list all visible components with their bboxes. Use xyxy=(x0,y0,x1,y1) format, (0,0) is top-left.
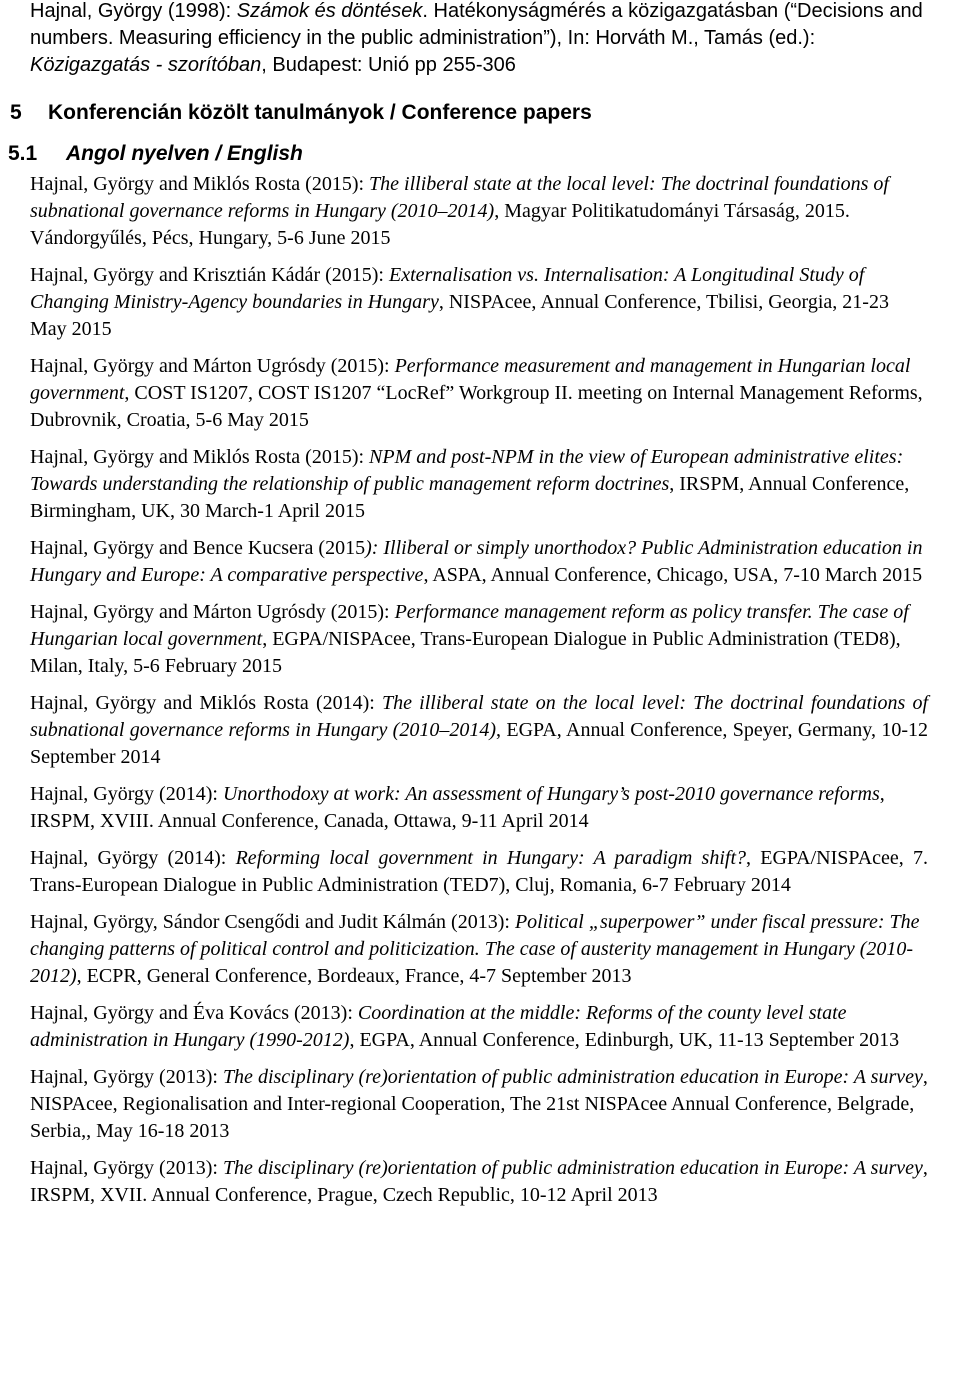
reference-item-hajnal-1998 xyxy=(30,0,928,79)
ref-venue: , ECPR, General Conference, Bordeaux, France, 4-7 September 2013 xyxy=(76,965,632,987)
ref-authors: Hajnal, György and Miklós Rosta (2015): xyxy=(30,173,370,195)
section-title: Konferencián közölt tanulmányok / Conference papers xyxy=(48,101,592,124)
ref-title: The disciplinary (re)orientation of public administration education in Europe: A survey xyxy=(222,1066,923,1088)
ref-italic-title: Közigazgatás - szorítóban xyxy=(30,54,262,76)
ref-title: Unorthodoxy at work: An assessment of Hungary’s post-2010 governance reforms xyxy=(222,783,880,805)
reference-item xyxy=(30,1064,928,1145)
ref-plain-text: , Budapest: Unió pp 255-306 xyxy=(261,54,516,76)
reference-item xyxy=(30,262,928,343)
ref-authors: Hajnal, György (2013): xyxy=(30,1157,223,1179)
ref-venue: , EGPA, Annual Conference, Speyer, Germany, 10-12 September 2014 xyxy=(30,719,928,768)
ref-authors: Hajnal, György (2013): xyxy=(30,1066,223,1088)
ref-authors: Hajnal, György and Miklós Rosta (2014): xyxy=(30,692,383,714)
reference-item xyxy=(30,599,928,680)
ref-authors: Hajnal, György and Krisztián Kádár (2015): xyxy=(30,264,389,286)
ref-title: ): Illiberal or simply unorthodox? Public Administration education in Hungary and Europe: A comparative perspective xyxy=(30,537,923,586)
subsection-heading-5-1 xyxy=(8,140,928,167)
reference-item xyxy=(30,353,928,434)
ref-venue: , NISPAcee, Regionalisation and Inter-regional Cooperation, The 21st NISPAcee Annual Conference, Belgrade, Serbia,, May 16-18 2013 xyxy=(30,1066,928,1142)
ref-plain-text: Hajnal, György (1998): xyxy=(30,0,237,22)
ref-italic-title: Számok és döntések xyxy=(236,0,423,22)
ref-title: Performance management reform as policy transfer. The case of Hungarian local government xyxy=(30,601,909,650)
reference-item xyxy=(30,781,928,835)
reference-item xyxy=(30,1000,928,1054)
subsection-title: Angol nyelven / English xyxy=(66,142,303,165)
ref-venue: , NISPAcee, Annual Conference, Tbilisi, Georgia, 21-23 May 2015 xyxy=(30,291,889,340)
ref-venue: , COST IS1207, COST IS1207 “LocRef” Workgroup II. meeting on Internal Management Reforms, Dubrovnik, Croatia, 5-6 May 2015 xyxy=(30,382,923,431)
ref-authors: Hajnal, György (2014): xyxy=(30,847,236,869)
ref-plain-text: . Hatékonyságmérés a közigazgatásban (“Decisions and numbers. Measuring efficiency in the public administration”), In: Horváth M., Tamás (ed.): xyxy=(30,0,923,49)
section-heading-5 xyxy=(10,99,928,126)
ref-authors: Hajnal, György (2014): xyxy=(30,783,223,805)
ref-title: NPM and post-NPM in the view of European administrative elites: Towards understanding the relationship of public management reform doctrines xyxy=(30,446,904,495)
ref-title: The disciplinary (re)orientation of public administration education in Europe: A survey xyxy=(222,1157,923,1179)
ref-title: Political „superpower” under fiscal pressure: The changing patterns of political control and politicization. The case of austerity management in Hungary (2010-2012) xyxy=(30,911,920,987)
reference-list xyxy=(30,171,928,1209)
ref-title: Performance measurement and management in Hungarian local government xyxy=(30,355,911,404)
ref-authors: Hajnal, György and Éva Kovács (2013): xyxy=(30,1002,358,1024)
ref-title: Externalisation vs. Internalisation: A Longitudinal Study of Changing Ministry-Agency boundaries in Hungary xyxy=(30,264,865,313)
reference-item xyxy=(30,845,928,899)
reference-item xyxy=(30,171,928,252)
reference-item xyxy=(30,690,928,771)
ref-title: The illiberal state on the local level: The doctrinal foundations of subnational governance reforms in Hungary (2010–2014) xyxy=(30,692,929,741)
ref-venue: , ASPA, Annual Conference, Chicago, USA, 7-10 March 2015 xyxy=(423,564,923,586)
ref-venue: , EGPA/NISPAcee, 7. Trans-European Dialogue in Public Administration (TED7), Cluj, Romania, 6-7 February 2014 xyxy=(30,847,928,896)
ref-venue: , IRSPM, XVII. Annual Conference, Prague, Czech Republic, 10-12 April 2013 xyxy=(30,1157,928,1206)
ref-authors: Hajnal, György and Miklós Rosta (2015): xyxy=(30,446,370,468)
ref-venue: , Magyar Politikatudományi Társaság, 2015. Vándorgyűlés, Pécs, Hungary, 5-6 June 2015 xyxy=(30,200,850,249)
ref-venue: , EGPA, Annual Conference, Edinburgh, UK, 11-13 September 2013 xyxy=(349,1029,900,1051)
reference-item xyxy=(30,909,928,990)
ref-title: Coordination at the middle: Reforms of the county level state administration in Hungary (1990-2012) xyxy=(30,1002,847,1051)
reference-item xyxy=(30,1155,928,1209)
ref-venue: , EGPA/NISPAcee, Trans-European Dialogue in Public Administration (TED8), Milan, Italy, 5-6 February 2015 xyxy=(30,628,901,677)
ref-venue: , IRSPM, Annual Conference, Birmingham, UK, 30 March-1 April 2015 xyxy=(30,473,910,522)
ref-title: Reforming local government in Hungary: A paradigm shift? xyxy=(235,847,747,869)
ref-authors: Hajnal, György, Sándor Csengődi and Judit Kálmán (2013): xyxy=(30,911,515,933)
subsection-number: 5.1 xyxy=(8,142,38,165)
ref-authors: Hajnal, György and Márton Ugrósdy (2015): xyxy=(30,355,395,377)
ref-authors: Hajnal, György and Márton Ugrósdy (2015): xyxy=(30,601,395,623)
reference-item xyxy=(30,535,928,589)
document-page xyxy=(8,0,929,1219)
section-number: 5 xyxy=(10,101,22,124)
ref-authors: Hajnal, György and Bence Kucsera (2015 xyxy=(30,537,366,559)
ref-title: The illiberal state at the local level: The doctrinal foundations of subnational governance reforms in Hungary (2010–2014) xyxy=(30,173,889,222)
reference-item xyxy=(30,444,928,525)
ref-venue: , IRSPM, XVIII. Annual Conference, Canada, Ottawa, 9-11 April 2014 xyxy=(30,783,885,832)
